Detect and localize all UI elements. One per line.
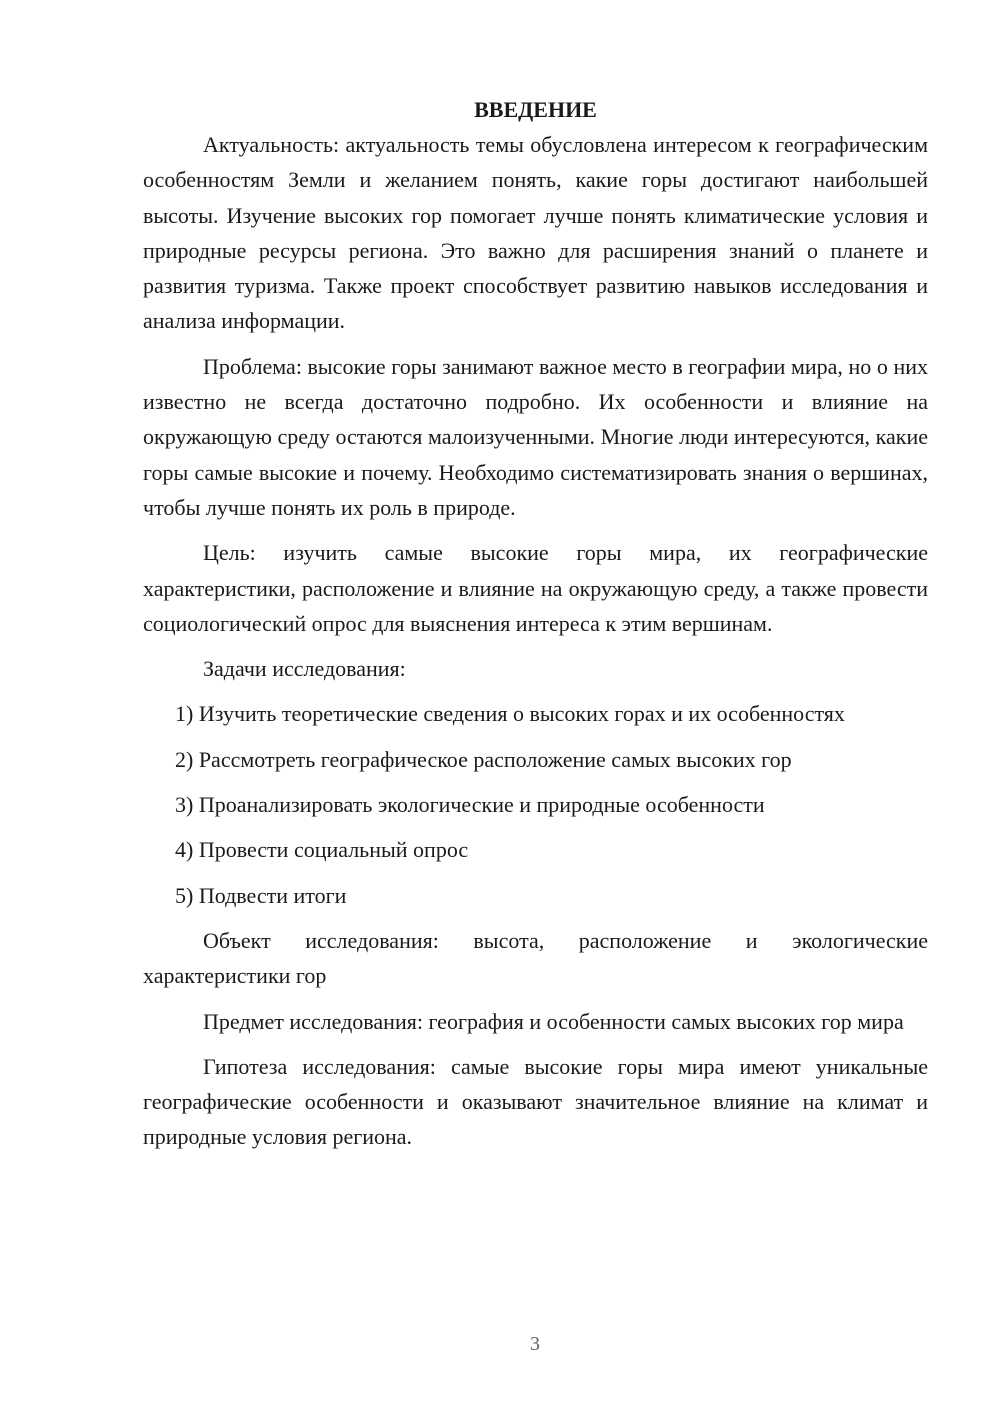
list-item: 2) Рассмотреть географическое расположение самых высоких гор (175, 746, 792, 772)
page-number: 3 (530, 1333, 540, 1355)
paragraph-object: Объект исследования: высота, расположение и экологические характеристики гор (143, 927, 928, 989)
section-heading: ВВЕДЕНИЕ (474, 97, 597, 122)
list-item: 5) Подвести итоги (175, 882, 347, 908)
task-list (143, 696, 928, 912)
paragraph-hypothesis: Гипотеза исследования: самые высокие горы мира имеют уникальные географические особенности и оказывают значительное влияние на климат и природные условия региона. (143, 1053, 928, 1150)
paragraph-goal: Цель: изучить самые высокие горы мира, их географические характеристики, расположение и влияние на окружающую среду, а также провести социологический опрос для выяснения интереса к этим вершинам. (143, 540, 928, 636)
list-item: 3) Проанализировать экологические и природные особенности (175, 792, 765, 818)
paragraph-tasks-intro: Задачи исследования: (203, 656, 406, 682)
list-item: 4) Провести социальный опрос (175, 837, 469, 863)
paragraph-problem: Проблема: высокие горы занимают важное место в географии мира, но о них известно не всегда достаточно подробно. Их особенности и влияние на окружающую среду остаются малоизученными. Многие люди интересуются, какие горы самые высокие и почему. Необходимо систематизировать знания о вершинах, чтобы лучше понять их роль в природе. (143, 353, 928, 520)
paragraph-subject: Предмет исследования: география и особенности самых высоких гор мира (203, 1008, 904, 1034)
list-item: 1) Изучить теоретические сведения о высоких горах и их особенностях (175, 701, 845, 727)
page-content (143, 92, 928, 1155)
paragraph-relevance: Актуальность: актуальность темы обусловлена интересом к географическим особенностям Земли и желанием понять, какие горы достигают наибольшей высоты. Изучение высоких гор помогает лучше понять климатические условия и природные ресурсы региона. Это важно для расширения знаний о планете и развития туризма. Также проект способствует развитию навыков исследования и анализа информации. (143, 132, 928, 334)
